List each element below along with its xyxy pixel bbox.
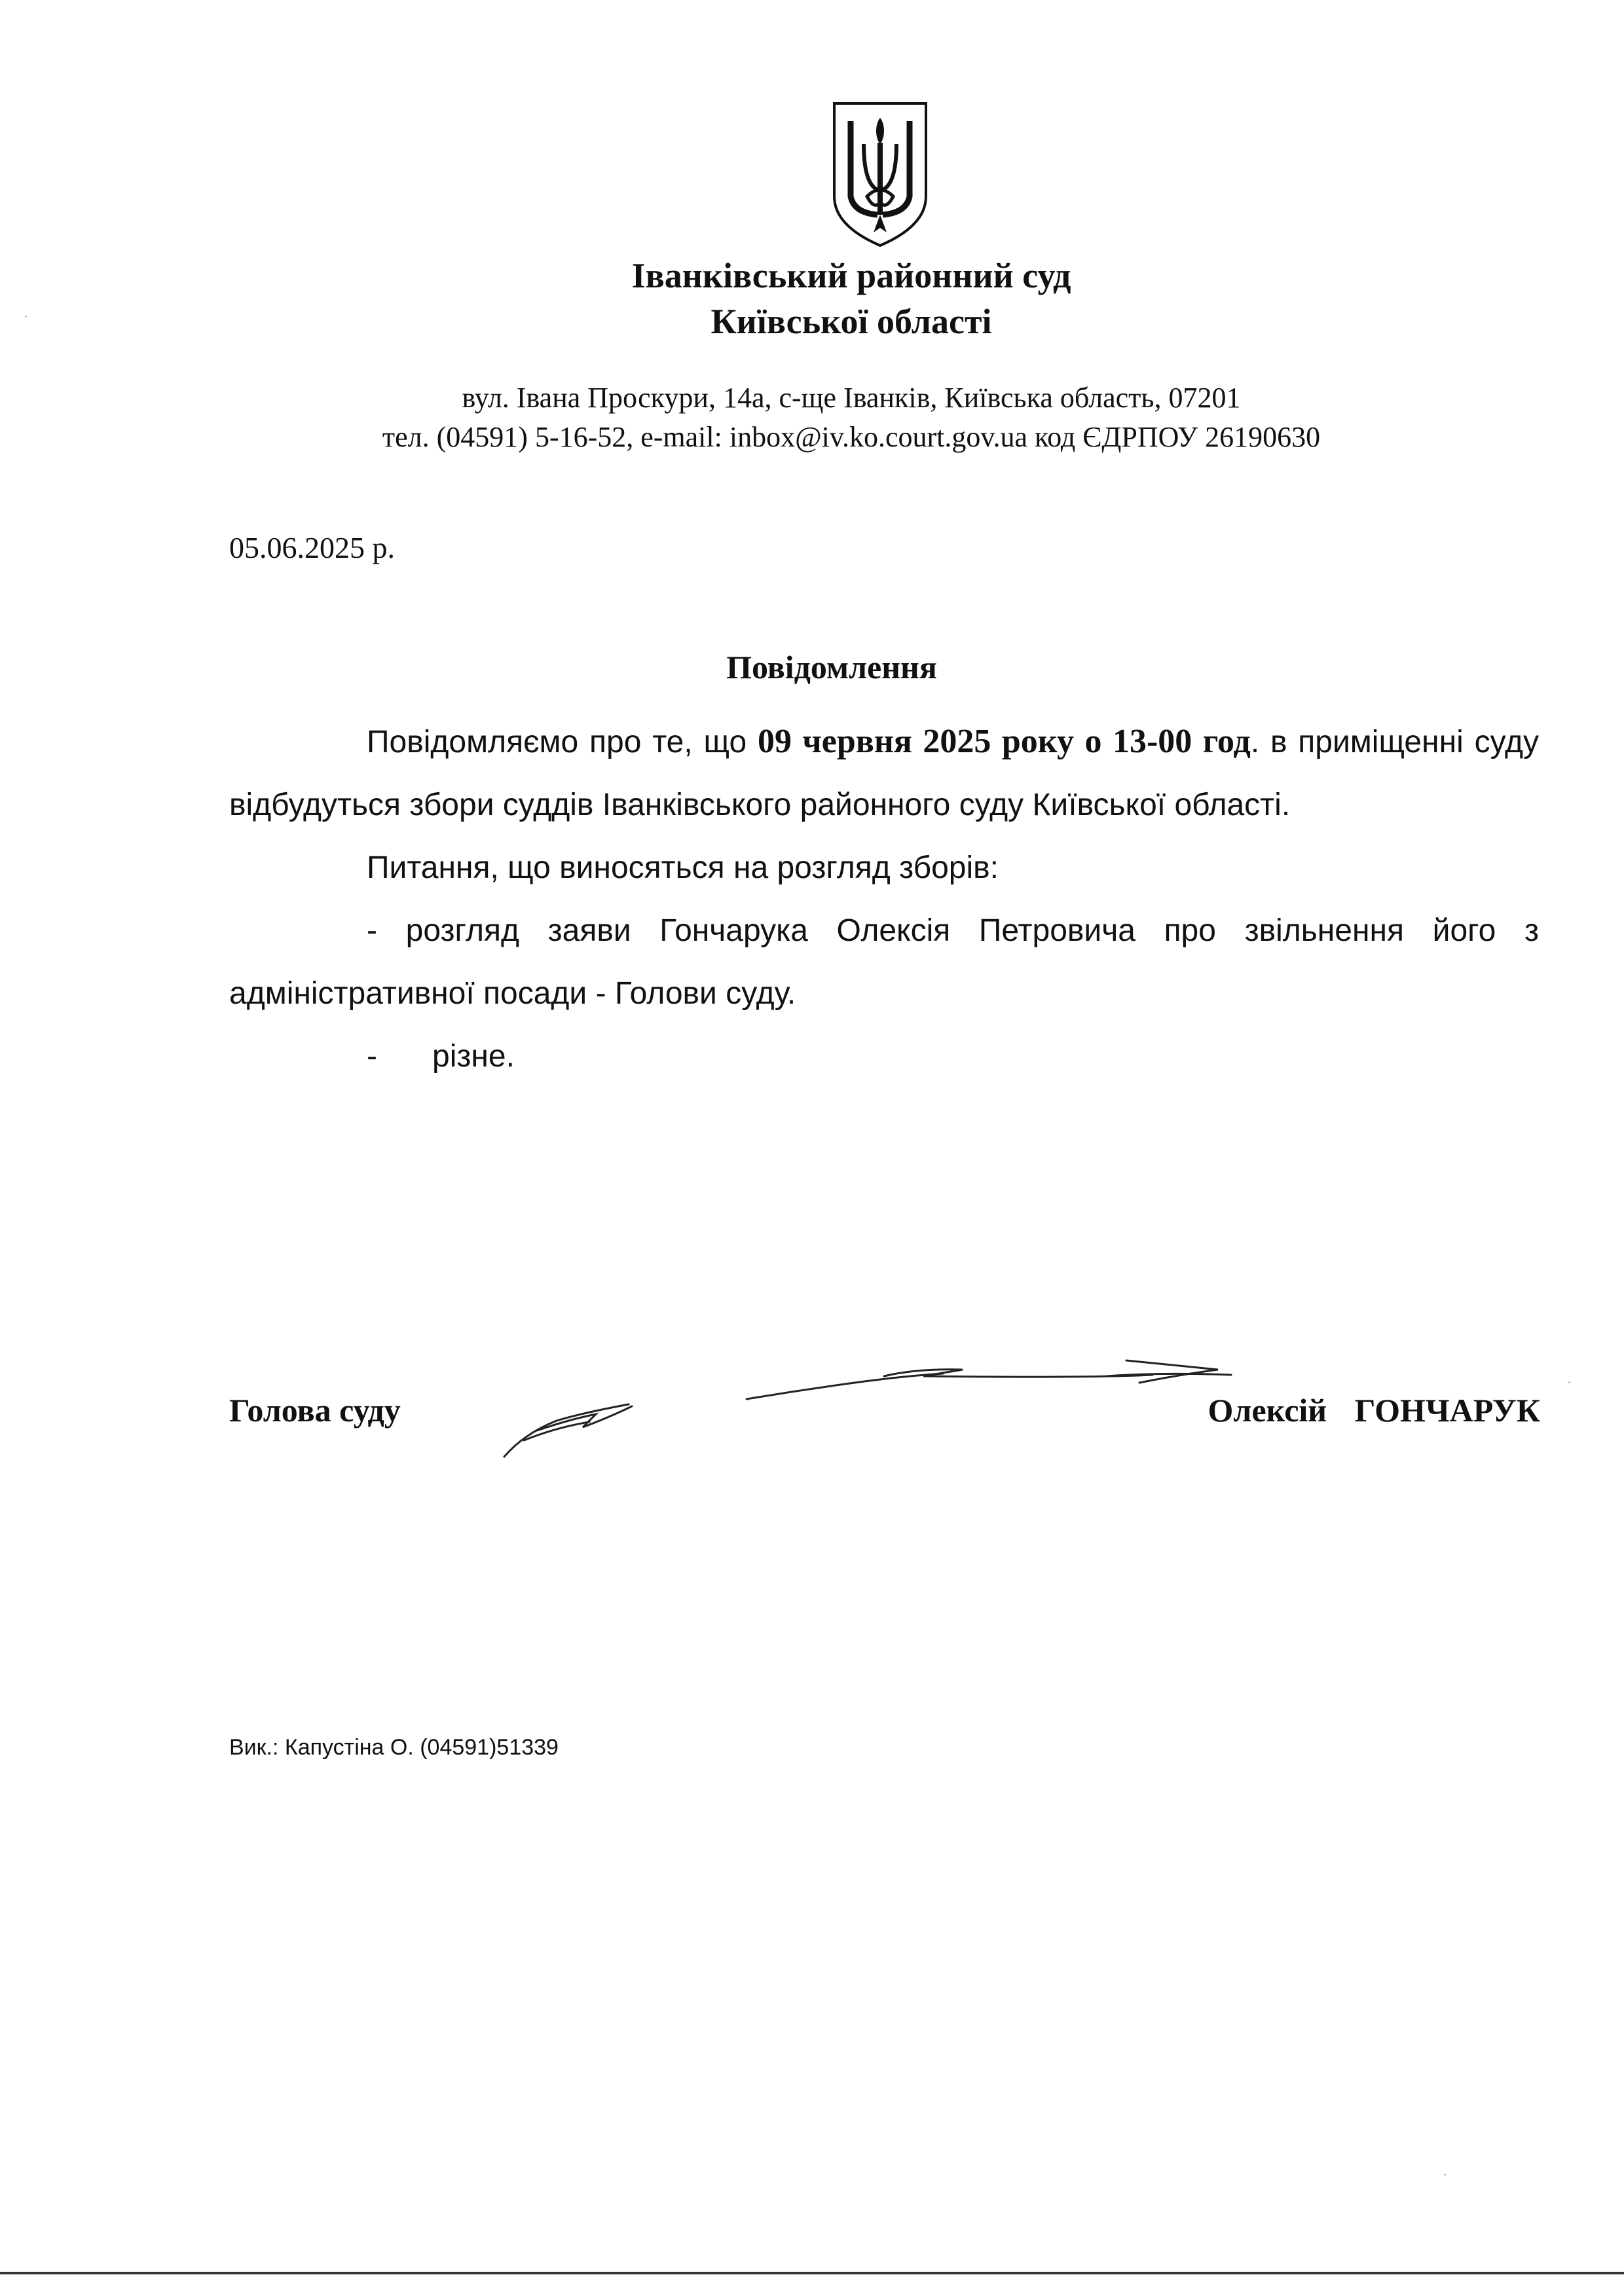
court-address bbox=[0, 378, 1624, 457]
agenda-item-2 bbox=[229, 1025, 1539, 1088]
executor-note: Вик.: Капустіна О. (04591)51339 bbox=[229, 1735, 559, 1760]
document-body bbox=[229, 710, 1539, 1088]
trident-emblem-icon bbox=[828, 98, 932, 249]
document-title-text: Повідомлення bbox=[726, 649, 937, 685]
notice-text-end: . в приміщенні суду відбудуться збори суддів Іванківського районного суду Київської області. bbox=[229, 725, 1540, 822]
agenda-item-2-text: різне. bbox=[432, 1039, 515, 1074]
address-line1: вул. Івана Проскури, 14а, с-ще Іванків, Київська область, 07201 bbox=[462, 382, 1241, 414]
handwritten-signature bbox=[498, 1336, 1257, 1467]
scan-speck bbox=[25, 316, 27, 318]
court-name bbox=[0, 253, 1624, 344]
meeting-datetime: 09 червня 2025 року о 13-00 год bbox=[757, 723, 1251, 760]
signatory-name: Олексій ГОНЧАРУК bbox=[1208, 1392, 1540, 1429]
agenda-item-2-dash: - bbox=[367, 1039, 377, 1074]
scan-speck bbox=[1444, 2174, 1446, 2176]
court-name-line1: Іванківський районний суд bbox=[631, 256, 1071, 295]
page-bottom-rule bbox=[0, 2272, 1624, 2274]
signatory-role: Голова суду bbox=[229, 1392, 401, 1429]
notice-paragraph bbox=[229, 710, 1539, 837]
notice-text-start: Повідомляємо про те, що bbox=[367, 725, 758, 759]
agenda-item-1: - розгляд заяви Гончарука Олексія Петровича про звільнення його з адміністративної посади - Голови суду. bbox=[229, 913, 1539, 1011]
court-name-line2: Київської області bbox=[710, 302, 992, 341]
agenda-heading: Питання, що виносяться на розгляд зборів: bbox=[367, 850, 999, 885]
document-date: 05.06.2025 р. bbox=[229, 531, 395, 564]
address-line2: тел. (04591) 5-16-52, e-mail: inbox@iv.ko.court.gov.ua код ЄДРПОУ 26190630 bbox=[382, 421, 1321, 453]
scan-speck bbox=[1568, 1381, 1570, 1383]
document-title bbox=[0, 648, 1624, 686]
